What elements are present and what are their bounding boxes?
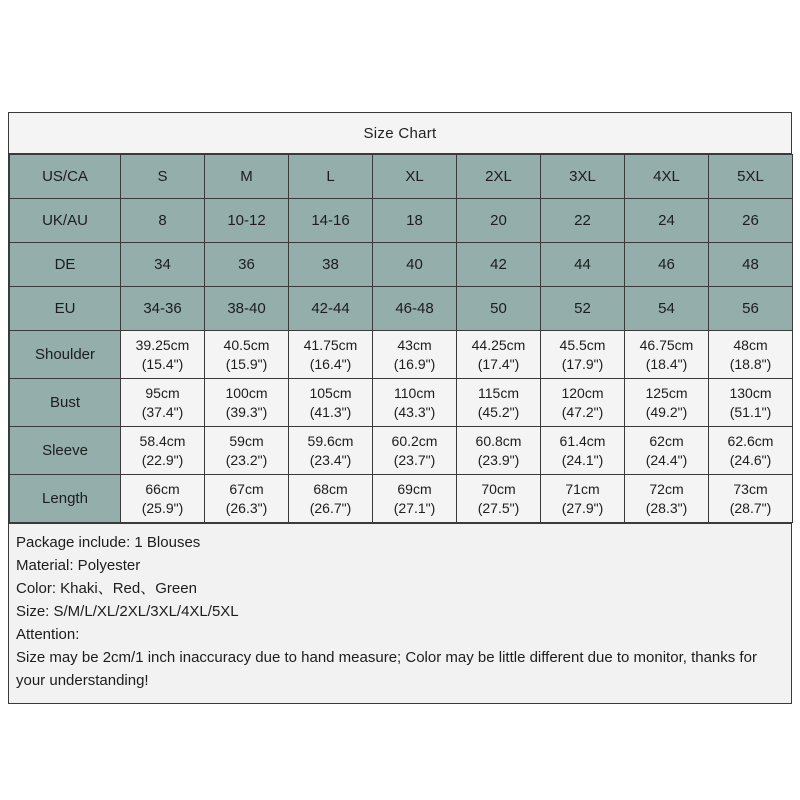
table-cell [373,475,457,523]
measurement-cm: 46.75cm [639,337,694,354]
table-cell: 34 [121,243,205,287]
note-attention-heading: Attention: [16,625,80,643]
table-cell: 8 [121,199,205,243]
measurement-cm: 69cm [397,481,432,498]
measurement-cm: 45.5cm [559,337,606,354]
measurement-cm: 70cm [481,481,516,498]
measurement-cm: 95cm [145,385,180,402]
table-cell: 44 [541,243,625,287]
measurement-inch: (23.2") [225,451,268,468]
table-row [10,379,793,427]
measurement-inch: (18.8") [729,355,772,372]
measurement-cm: 120cm [561,385,604,402]
measurement-inch: (24.6") [729,451,772,468]
measurement-cm: 62cm [649,433,684,450]
row-label: Shoulder [10,331,121,379]
table-cell [709,427,793,475]
product-notes [9,523,791,703]
table-cell: 36 [205,243,289,287]
table-cell: 46 [625,243,709,287]
table-cell [457,331,541,379]
size-chart-card [8,112,792,704]
table-cell: 38 [289,243,373,287]
table-cell: 18 [373,199,457,243]
measurement-cm: 125cm [645,385,688,402]
table-cell: 22 [541,199,625,243]
table-row [10,287,793,331]
measurement-cm: 59cm [229,433,264,450]
size-chart-table-body [10,155,793,523]
measurement-inch: (28.7") [729,499,772,516]
measurement-cm: 68cm [313,481,348,498]
measurement-inch: (23.4") [309,451,352,468]
measurement-inch: (16.4") [309,355,352,372]
table-cell: 42 [457,243,541,287]
table-cell: 48 [709,243,793,287]
row-label: Length [10,475,121,523]
table-cell [121,427,205,475]
note-package-include: Package include: 1 Blouses [16,534,201,551]
measurement-inch: (47.2") [561,403,604,420]
measurement-cm: 73cm [733,481,768,498]
measurement-inch: (27.5") [477,499,520,516]
measurement-cm: 72cm [649,481,684,498]
table-cell: 40 [373,243,457,287]
row-label: DE [10,243,121,287]
column-header: 5XL [709,155,793,199]
table-cell [289,379,373,427]
column-header: L [289,155,373,199]
measurement-cm: 48cm [733,337,768,354]
table-cell [625,379,709,427]
table-cell [373,379,457,427]
measurement-cm: 71cm [565,481,600,498]
note-color: Color: Khaki、Red、Green [16,579,197,597]
table-cell [205,379,289,427]
measurement-inch: (51.1") [729,403,772,420]
table-cell [541,331,625,379]
table-cell [373,427,457,475]
table-cell: 42-44 [289,287,373,331]
measurement-cm: 115cm [478,385,519,402]
measurement-inch: (17.9") [561,355,604,372]
table-cell [121,475,205,523]
measurement-inch: (15.9") [225,355,268,372]
measurement-inch: (23.9") [477,451,520,468]
table-cell [205,475,289,523]
measurement-cm: 58.4cm [139,433,186,450]
measurement-cm: 110cm [394,385,435,402]
measurement-inch: (28.3") [645,499,688,516]
measurement-inch: (25.9") [141,499,184,516]
measurement-cm: 105cm [309,385,352,402]
measurement-inch: (16.9") [393,355,436,372]
table-row [10,199,793,243]
table-cell: 26 [709,199,793,243]
table-cell: 54 [625,287,709,331]
measurement-inch: (41.3") [309,403,352,420]
measurement-inch: (22.9") [141,451,184,468]
measurement-cm: 59.6cm [307,433,354,450]
table-cell [121,379,205,427]
column-header: S [121,155,205,199]
row-label: EU [10,287,121,331]
table-cell [457,427,541,475]
size-chart-title-band [9,113,791,154]
measurement-cm: 44.25cm [471,337,526,354]
measurement-inch: (18.4") [645,355,688,372]
row-label: UK/AU [10,199,121,243]
measurement-inch: (23.7") [393,451,436,468]
table-cell: 24 [625,199,709,243]
note-material: Material: Polyester [16,556,141,574]
measurement-inch: (27.1") [393,499,436,516]
table-cell: 20 [457,199,541,243]
table-cell: 46-48 [373,287,457,331]
column-header: M [205,155,289,199]
table-header-row [10,155,793,199]
table-row [10,427,793,475]
measurement-inch: (49.2") [645,403,688,420]
column-header: XL [373,155,457,199]
measurement-inch: (15.4") [141,355,184,372]
measurement-cm: 66cm [145,481,180,498]
table-row [10,243,793,287]
measurement-inch: (24.1") [561,451,604,468]
table-row [10,475,793,523]
table-cell [541,427,625,475]
measurement-inch: (37.4") [141,403,184,420]
measurement-inch: (26.3") [225,499,268,516]
measurement-inch: (43.3") [393,403,436,420]
row-label-header: US/CA [10,155,121,199]
size-chart-table [9,154,793,523]
table-cell [709,331,793,379]
table-cell [457,475,541,523]
column-header: 4XL [625,155,709,199]
note-size: Size: S/M/L/XL/2XL/3XL/4XL/5XL [16,602,239,620]
table-cell: 56 [709,287,793,331]
table-cell [289,475,373,523]
table-cell [205,331,289,379]
table-cell [709,475,793,523]
measurement-cm: 62.6cm [727,433,774,450]
measurement-cm: 100cm [225,385,268,402]
table-cell [541,475,625,523]
table-cell [289,331,373,379]
table-cell [289,427,373,475]
column-header: 3XL [541,155,625,199]
table-cell: 50 [457,287,541,331]
table-cell [121,331,205,379]
page-title: Size Chart [363,124,437,142]
table-cell [373,331,457,379]
row-label: Sleeve [10,427,121,475]
measurement-cm: 39.25cm [135,337,190,354]
measurement-inch: (27.9") [561,499,604,516]
measurement-cm: 60.2cm [391,433,438,450]
measurement-inch: (45.2") [477,403,520,420]
table-cell: 34-36 [121,287,205,331]
table-cell [457,379,541,427]
row-label: Bust [10,379,121,427]
measurement-inch: (24.4") [645,451,688,468]
table-cell [541,379,625,427]
measurement-inch: (39.3") [225,403,268,420]
measurement-cm: 40.5cm [223,337,270,354]
measurement-cm: 61.4cm [559,433,606,450]
table-cell [205,427,289,475]
table-cell: 10-12 [205,199,289,243]
table-cell [709,379,793,427]
measurement-cm: 41.75cm [303,337,358,354]
measurement-cm: 130cm [729,385,772,402]
measurement-cm: 60.8cm [475,433,522,450]
note-attention-body: Size may be 2cm/1 inch inaccuracy due to hand measure; Color may be little different due to monitor, thanks for your understanding! [16,648,757,689]
measurement-cm: 43cm [397,337,432,354]
measurement-cm: 67cm [229,481,264,498]
table-cell: 38-40 [205,287,289,331]
table-cell [625,331,709,379]
table-cell [625,475,709,523]
column-header: 2XL [457,155,541,199]
table-cell: 14-16 [289,199,373,243]
table-cell [625,427,709,475]
table-row [10,331,793,379]
measurement-inch: (17.4") [477,355,520,372]
measurement-inch: (26.7") [309,499,352,516]
table-cell: 52 [541,287,625,331]
